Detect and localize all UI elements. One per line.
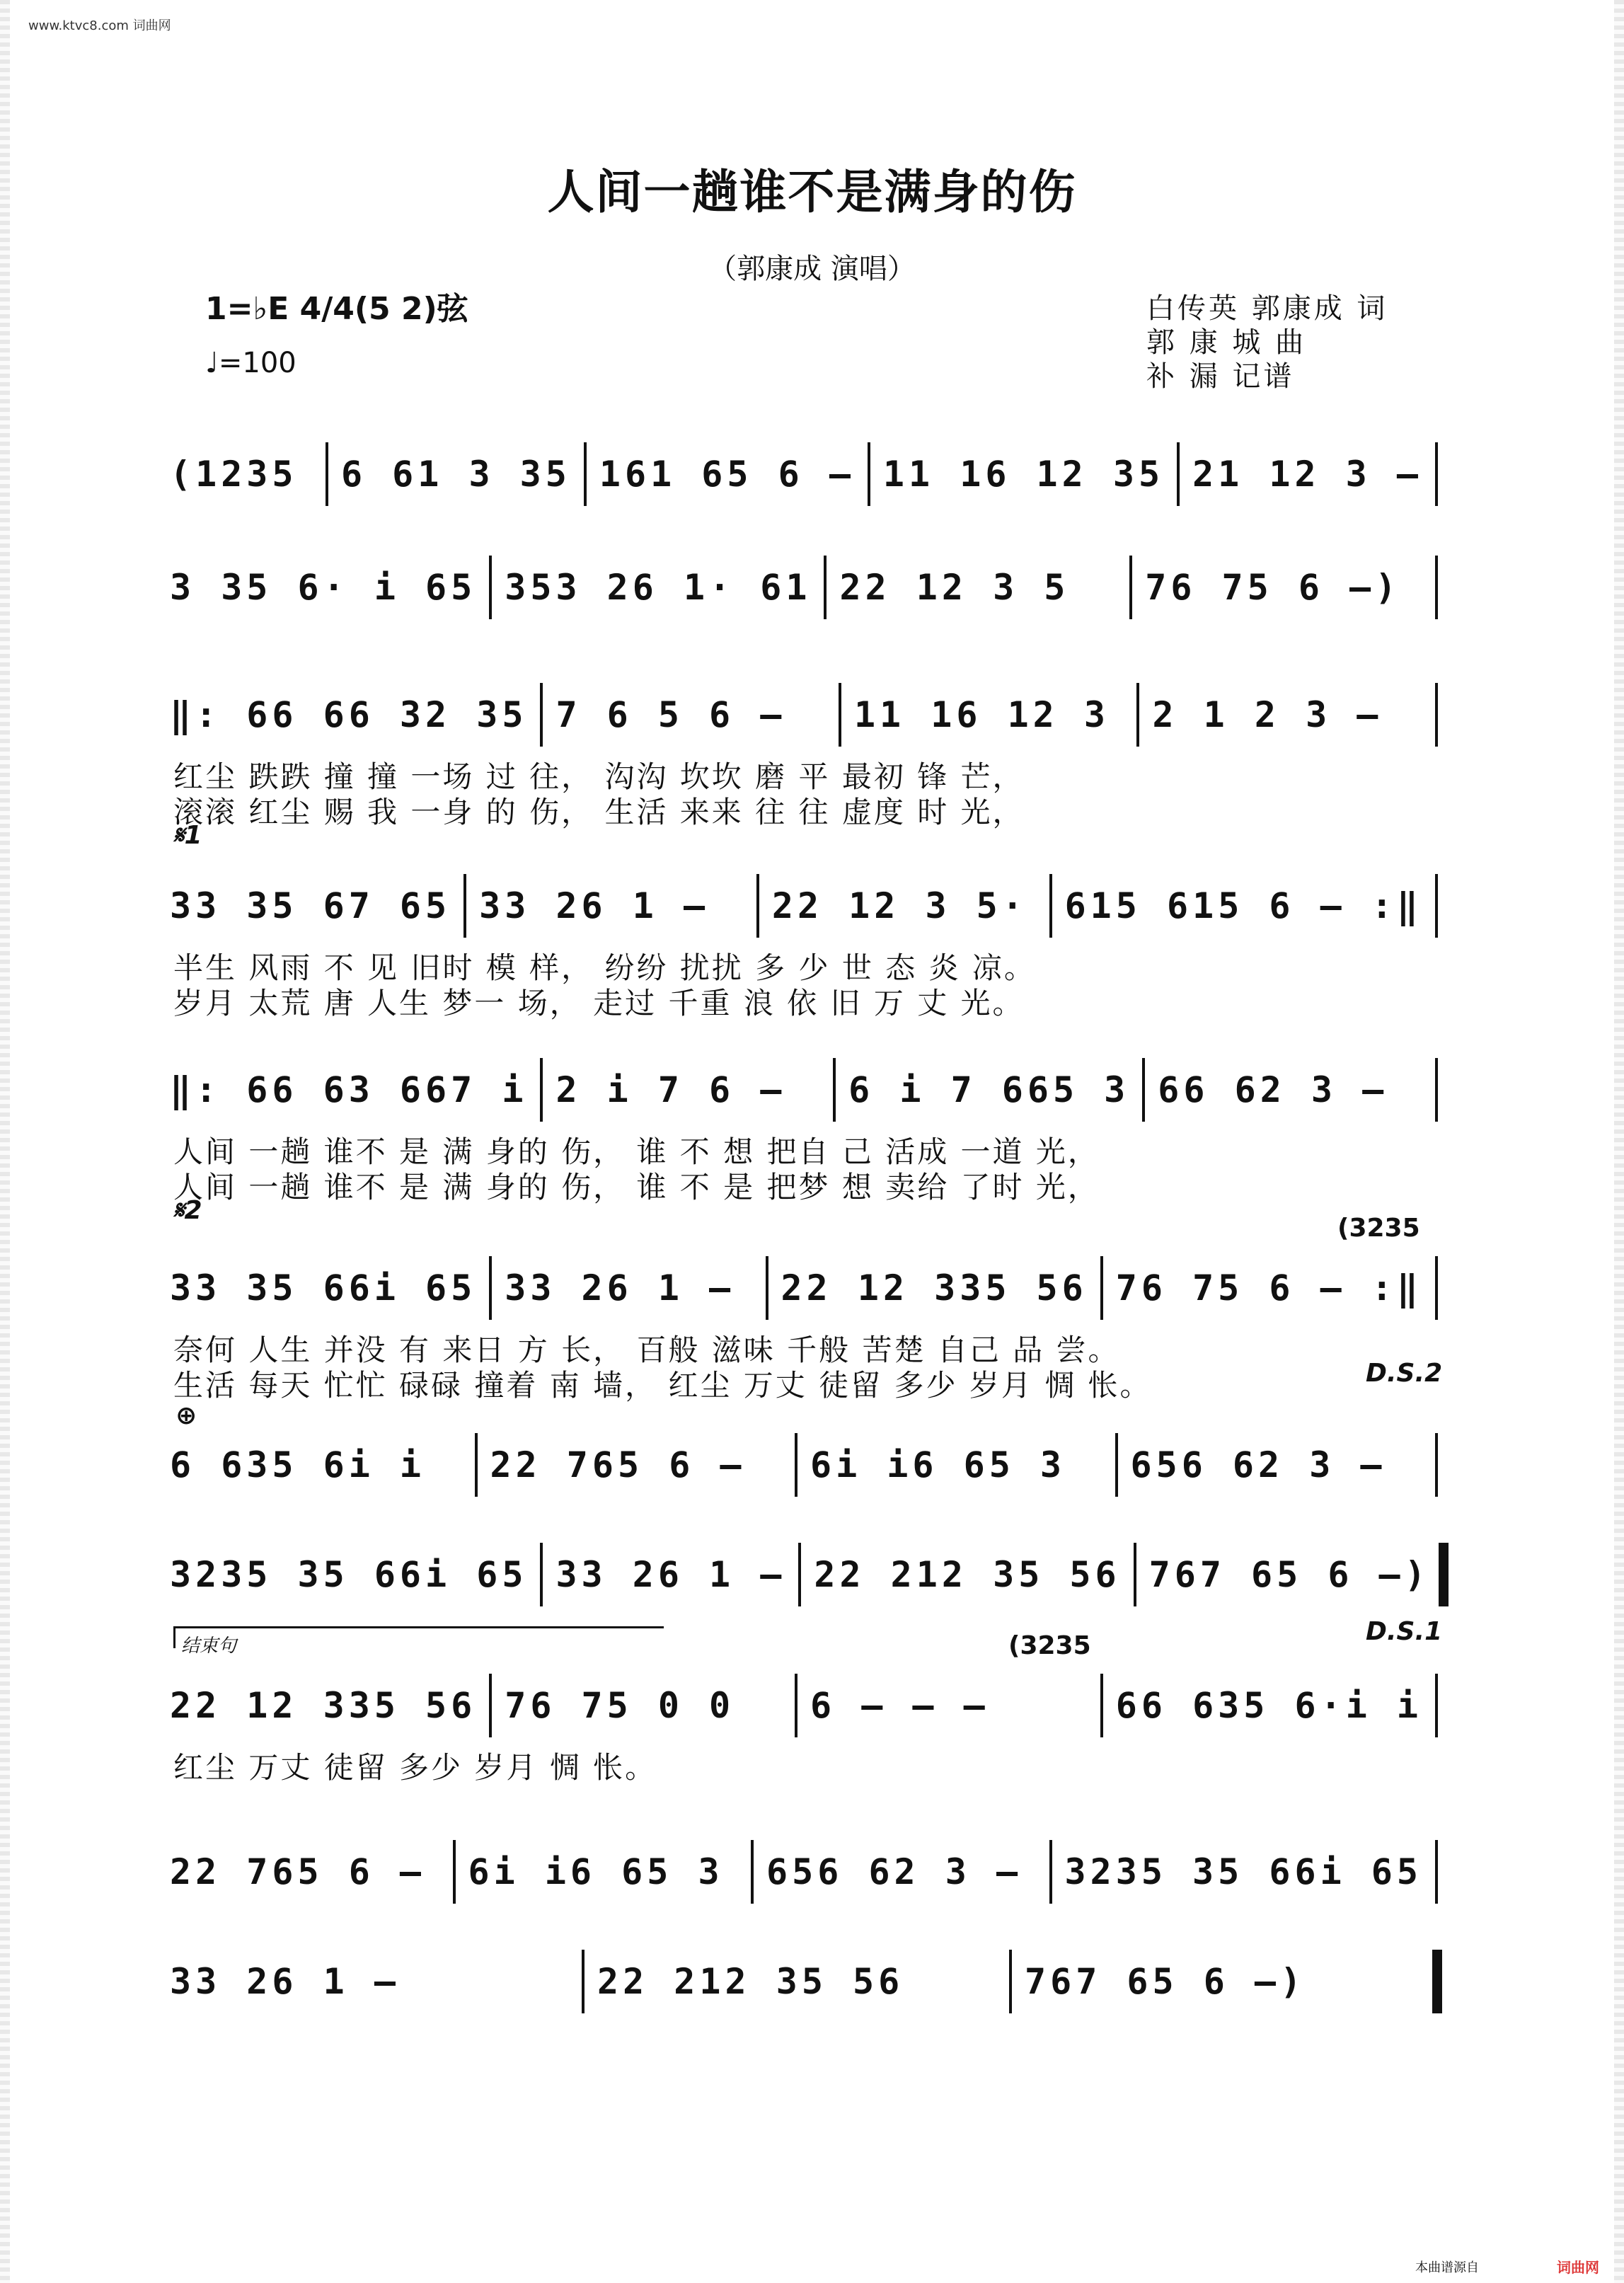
measure: 767 65 6 –) bbox=[1148, 1554, 1430, 1595]
barline bbox=[1049, 1840, 1052, 1904]
barline bbox=[1049, 874, 1052, 938]
measure: 6 i 7 665 3 bbox=[848, 1069, 1130, 1110]
measure: 66 635 6·i i bbox=[1115, 1685, 1422, 1726]
lyric-line: 生活 每天 忙忙 碌碌 撞着 南 墙， 红尘 万丈 徒留 多少 岁月 惆 怅。 bbox=[173, 1368, 1152, 1403]
barline bbox=[475, 1433, 478, 1497]
measure: 33 26 1 – bbox=[170, 1961, 400, 2002]
barline bbox=[540, 1058, 543, 1122]
barline bbox=[1129, 556, 1132, 619]
barline bbox=[798, 1543, 801, 1606]
ending-label: 结束句 bbox=[181, 1635, 237, 1657]
transcriber-credit: 补 漏 记谱 bbox=[1146, 360, 1295, 393]
score-line bbox=[170, 1253, 1451, 1323]
page-border-right bbox=[1614, 0, 1624, 2283]
barline bbox=[1177, 442, 1180, 506]
measure: 22 765 6 – bbox=[170, 1851, 426, 1892]
footer-brand: 词曲网 bbox=[1557, 2259, 1599, 2276]
barline bbox=[453, 1840, 456, 1904]
barline-end bbox=[1435, 1256, 1438, 1320]
composer-credit: 郭 康 城 曲 bbox=[1146, 326, 1307, 359]
barline-end bbox=[1435, 1058, 1438, 1122]
barline bbox=[795, 1433, 797, 1497]
barline-end bbox=[1435, 1840, 1438, 1904]
dal-segno-mark: D.S.1 bbox=[1366, 1617, 1443, 1646]
barline bbox=[1100, 1674, 1103, 1737]
key-signature: 1=♭E 4/4(5 2)弦 bbox=[205, 291, 468, 327]
barline bbox=[1142, 1058, 1145, 1122]
score-line bbox=[170, 1836, 1451, 1907]
lyric-line: 滚滚 红尘 赐 我 一身 的 伤， 生活 来来 往 往 虚度 时 光， bbox=[173, 795, 1025, 829]
measure: ‖: 66 63 667 i bbox=[170, 1069, 528, 1110]
measure: 3235 35 66i 65 bbox=[170, 1554, 528, 1595]
measure: 22 765 6 – bbox=[490, 1444, 746, 1485]
song-title: 人间一趟谁不是满身的伤 bbox=[547, 165, 1077, 219]
lyricist-credit: 白传英 郭康成 词 bbox=[1146, 292, 1388, 325]
barline bbox=[582, 1950, 584, 2013]
score-line bbox=[170, 870, 1451, 941]
measure: 161 65 6 – bbox=[599, 454, 855, 495]
measure: 22 12 3 5 bbox=[839, 567, 1070, 608]
footer-source: 本曲谱源自 bbox=[1415, 2260, 1479, 2275]
barline bbox=[326, 442, 328, 506]
measure: 22 12 335 56 bbox=[781, 1267, 1088, 1309]
barline bbox=[766, 1256, 768, 1320]
measure: 767 65 6 –) bbox=[1025, 1961, 1306, 2002]
measure: 6 – – – bbox=[810, 1685, 989, 1726]
page-border-left bbox=[0, 0, 10, 2283]
measure: ‖: 66 66 32 35 bbox=[170, 694, 528, 735]
measure: 21 12 3 – bbox=[1192, 454, 1422, 495]
barline bbox=[824, 556, 827, 619]
measure: 2 i 7 6 – bbox=[555, 1069, 786, 1110]
measure: 66 62 3 – bbox=[1158, 1069, 1388, 1110]
measure: 33 26 1 – bbox=[479, 885, 710, 926]
lyric-line: 红尘 跌跌 撞 撞 一场 过 往， 沟沟 坎坎 磨 平 最初 锋 芒， bbox=[173, 759, 1025, 794]
site-label: www.ktvc8.com 词曲网 bbox=[28, 18, 171, 33]
barline-end bbox=[1435, 1433, 1438, 1497]
barline bbox=[795, 1674, 797, 1737]
measure: 22 12 335 56 bbox=[170, 1685, 477, 1726]
lyric-line: 红尘 万丈 徒留 多少 岁月 惆 怅。 bbox=[173, 1750, 657, 1785]
measure: 3 35 6· i 65 bbox=[170, 567, 477, 608]
measure: 11 16 12 3 bbox=[853, 694, 1110, 735]
barline bbox=[489, 556, 492, 619]
barline bbox=[540, 1543, 543, 1606]
barline bbox=[1009, 1950, 1012, 2013]
barline-end bbox=[1439, 1543, 1449, 1606]
score-line bbox=[170, 1054, 1451, 1125]
score-line bbox=[170, 1430, 1451, 1500]
tempo-marking: ♩=100 bbox=[205, 347, 296, 379]
measure: 11 16 12 35 bbox=[882, 454, 1165, 495]
barline-end bbox=[1435, 1674, 1438, 1737]
score-line bbox=[170, 1670, 1451, 1741]
barline bbox=[584, 442, 587, 506]
measure: 6i i6 65 3 bbox=[468, 1851, 724, 1892]
barline bbox=[1134, 1543, 1136, 1606]
dal-segno-mark: D.S.2 bbox=[1366, 1359, 1443, 1388]
lyric-line: 岁月 太荒 唐 人生 梦一 场， 走过 千重 浪 依 旧 万 丈 光。 bbox=[173, 986, 1025, 1020]
score-line bbox=[170, 1946, 1451, 2017]
measure: 76 75 6 –) bbox=[1145, 567, 1401, 608]
segno-mark: 𝄋2 bbox=[173, 1196, 202, 1225]
song-subtitle: （郭康成 演唱） bbox=[708, 253, 916, 285]
score-line bbox=[170, 439, 1451, 510]
measure: 22 212 35 56 bbox=[597, 1961, 904, 2002]
barline bbox=[1115, 1433, 1118, 1497]
barline bbox=[868, 442, 870, 506]
barline bbox=[1100, 1256, 1103, 1320]
barline bbox=[1136, 683, 1139, 747]
barline bbox=[833, 1058, 836, 1122]
barline bbox=[489, 1674, 492, 1737]
lyric-line: 奈何 人生 并没 有 来日 方 长， 百般 滋味 千般 苦楚 自己 品 尝。 bbox=[173, 1333, 1120, 1367]
measure: 22 12 3 5· bbox=[771, 885, 1027, 926]
measure: 33 26 1 – bbox=[505, 1267, 735, 1309]
barline-end bbox=[1435, 874, 1438, 938]
lyric-line: 半生 风雨 不 见 旧时 模 样， 纷纷 扰扰 多 少 世 态 炎 凉。 bbox=[173, 950, 1036, 985]
score-line bbox=[170, 1539, 1451, 1610]
barline bbox=[540, 683, 543, 747]
barline bbox=[489, 1256, 492, 1320]
lyric-line: 人间 一趟 谁不 是 满 身的 伤， 谁 不 是 把梦 想 卖给 了时 光， bbox=[173, 1170, 1100, 1204]
measure: 615 615 6 – :‖ bbox=[1064, 885, 1423, 926]
measure: 6 61 3 35 bbox=[340, 454, 571, 495]
measure: 22 212 35 56 bbox=[814, 1554, 1121, 1595]
barline bbox=[839, 683, 841, 747]
barline bbox=[756, 874, 759, 938]
coda-mark: ⊕ bbox=[175, 1401, 197, 1430]
measure: 656 62 3 – bbox=[766, 1851, 1023, 1892]
measure: 6i i6 65 3 bbox=[810, 1444, 1066, 1485]
measure: 7 6 5 6 – bbox=[555, 694, 786, 735]
lyric-line: 人间 一趟 谁不 是 满 身的 伤， 谁 不 想 把自 己 活成 一道 光， bbox=[173, 1134, 1100, 1169]
barline bbox=[463, 874, 466, 938]
measure: 656 62 3 – bbox=[1130, 1444, 1386, 1485]
segno-mark: 𝄋1 bbox=[173, 821, 202, 850]
measure: (1235 bbox=[170, 454, 298, 495]
barline-end bbox=[1435, 683, 1438, 747]
barline-end bbox=[1435, 556, 1438, 619]
measure: 6 635 6i i bbox=[170, 1444, 426, 1485]
measure: 3235 35 66i 65 bbox=[1064, 1851, 1422, 1892]
measure: 353 26 1· 61 bbox=[505, 567, 812, 608]
credits bbox=[1146, 292, 1429, 393]
measure: 33 26 1 – bbox=[555, 1554, 786, 1595]
measure: 33 35 67 65 bbox=[170, 885, 451, 926]
ending-bracket bbox=[173, 1626, 664, 1648]
grace-notes: (3235 bbox=[1337, 1214, 1420, 1243]
barline-end bbox=[1435, 442, 1438, 506]
score-line bbox=[170, 552, 1451, 623]
measure: 33 35 66i 65 bbox=[170, 1267, 477, 1309]
grace-notes: (3235 bbox=[1008, 1631, 1091, 1660]
measure: 76 75 6 – :‖ bbox=[1115, 1267, 1422, 1309]
score-line bbox=[170, 679, 1451, 750]
measure: 76 75 0 0 bbox=[505, 1685, 735, 1726]
barline bbox=[751, 1840, 754, 1904]
barline-end bbox=[1432, 1950, 1442, 2013]
measure: 2 1 2 3 – bbox=[1152, 694, 1383, 735]
